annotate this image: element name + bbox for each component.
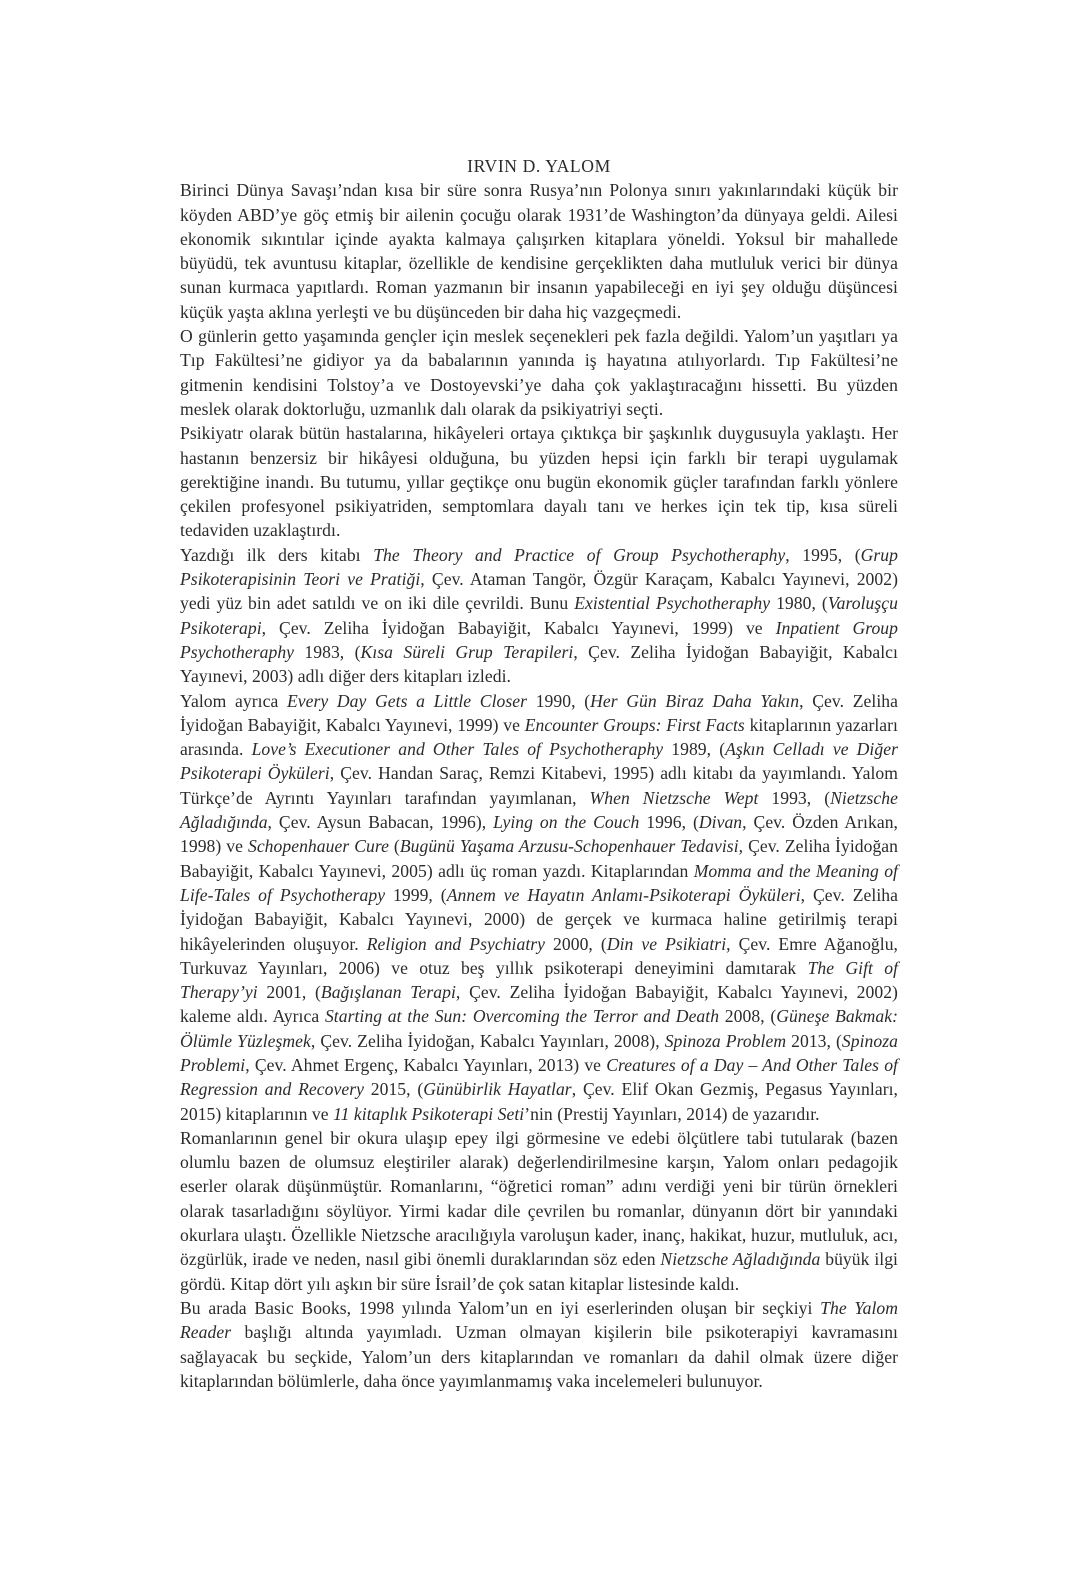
text-run: Psikiyatr olarak bütün hastalarına, hikâyeleri ortaya çıktıkça bir şaşkınlık duygusuyla yaklaştı. Her hastanın benzersiz bir hikâyesi olduğuna, bu yüzden hepsi için farklı bir terapi uygulamak gerektiğine inandı. Bu tutumu, yıllar geçtikçe onu bugün ekonomik güçler tarafından farklı yönlere çekilen profesyonel psikiyatriden, semptomlara dayalı tanı ve herkes için tek tip, kısa süreli tedaviden uzaklaştırdı. xyxy=(180,423,898,541)
paragraph xyxy=(180,543,898,689)
book-title-italic: Her Gün Biraz Daha Yakın xyxy=(590,690,800,711)
book-title-italic: Nietzsche Ağladığında xyxy=(180,787,898,833)
text-run: , Çev. Ahmet Ergenç, Kabalcı Yayınları, 2013) ve xyxy=(245,1054,607,1075)
text-run: Romanlarının genel bir okura ulaşıp epey ilgi görmesine ve edebi ölçütlere tabi tutularak (bazen olumlu bazen de olumsuz eleştiriler alarak) değerlendirilmesine karşın, Yalom onları pedagojik eserler olarak düşünmüştür. Romanlarını, “öğretici roman” adını verdiği yeni bir türün örnekleri olarak tasarladığını söylüyor. Yirmi kadar dile çevrilen bu romanlar, dünyanın dört bir yanındaki okurlara ulaştı. Özellikle Nietzsche aracılığıyla varoluşun kader, inanç, hakikat, huzur, mutluluk, acı, özgürlük, irade ve neden, nasıl gibi önemli duraklarından söz eden xyxy=(180,1127,898,1270)
book-title-italic: When Nietzsche Wept xyxy=(589,787,759,808)
paragraph xyxy=(180,1296,898,1393)
book-title-italic: Bağışlanan Terapi xyxy=(320,982,456,1003)
text-run: , 1995, ( xyxy=(785,544,861,565)
text-run: Bu arada Basic Books, 1998 yılında Yalom’un en iyi eserlerinden oluşan bir seçkiyi xyxy=(180,1297,821,1318)
paragraph xyxy=(180,178,898,324)
book-title-italic: Creatures of a Day – And Other Tales of Regression and Recovery xyxy=(180,1054,898,1100)
text-run: 1996, ( xyxy=(639,812,699,833)
book-title-italic: Inpatient Group Psychotheraphy xyxy=(180,617,898,662)
text-run: 2008, ( xyxy=(719,1006,777,1027)
book-title-italic: Encounter Groups: First Facts xyxy=(524,714,745,735)
book-title-italic: Love’s Executioner and Other Tales of Psychotheraphy xyxy=(251,739,664,760)
book-title-italic: Lying on the Couch xyxy=(493,812,640,833)
text-run: Yazdığı ilk ders kitabı xyxy=(180,544,374,565)
book-title-italic: Aşkın Celladı ve Diğer Psikoterapi Öyküleri xyxy=(180,739,898,784)
text-run: 2015, ( xyxy=(363,1079,424,1100)
book-title-italic: Spinoza Problemi xyxy=(180,1030,898,1075)
paragraph xyxy=(180,1126,898,1296)
text-run: , Çev. Zeliha İyidoğan Babayiğit, Kabalcı Yayınevi, 2002) kaleme aldı. Ayrıca xyxy=(180,982,898,1027)
text-run: O günlerin getto yaşamında gençler için meslek seçenekleri pek fazla değildi. Yalom’un yaşıtları ya Tıp Fakültesi’ne gidiyor ya da babalarının yanında iş hayatına atılıyorlardı. Tıp Fakültesi’ne gitmenin kendisini Tolstoy’a ve Dostoyevski’ye daha çok yaklaştıracağını hissetti. Bu yüzden meslek olarak doktorluğu, uzmanlık dalı olarak da psikiyatriyi seçti. xyxy=(180,326,898,419)
paragraph xyxy=(180,689,898,1126)
text-run: 1980, ( xyxy=(770,593,828,614)
text-run: 1989, ( xyxy=(663,739,726,760)
page-title: IRVIN D. YALOM xyxy=(467,156,611,176)
text-run: , Çev. Zeliha İyidoğan, Kabalcı Yayınları, 2008), xyxy=(310,1030,665,1051)
text-run: 1983, ( xyxy=(294,641,361,662)
text-run: , Çev. Zeliha İyidoğan Babayiğit, Kabalcı Yayınevi, 1999) ve xyxy=(180,690,898,735)
text-run: Çev. Zeliha İyidoğan Babayiğit, Kabalcı Yayınevi, 2005) adlı üç roman yazdı. Kitaplarından xyxy=(180,836,899,881)
book-title-italic: Bugünü Yaşama Arzusu-Schopenhauer Tedavisi, xyxy=(399,836,744,857)
text-run: 2000, ( xyxy=(545,933,607,954)
book-title-italic: Grup Psikoterapisinin Teori ve Pratiği, xyxy=(180,544,898,590)
book-title-italic: Divan xyxy=(698,812,743,833)
book-title-italic: Every Day Gets a Little Closer xyxy=(286,690,528,711)
text-run: kitaplarının yazarları arasında. xyxy=(180,714,898,760)
text-run: , Çev. Zeliha İyidoğan Babayiğit, Kabalcı Yayınevi, 2000) de gerçek ve kurmaca haline getirilmiş terapi hikâyelerinden oluşuyor. xyxy=(180,884,898,954)
book-title-italic: Güneşe Bakmak: Ölümle Yüzleşmek xyxy=(180,1006,898,1051)
book-title-italic: Spinoza Problem xyxy=(664,1030,787,1051)
text-run: 1990, ( xyxy=(527,690,591,711)
book-title-italic: Nietzsche Ağladığında xyxy=(660,1249,821,1270)
biography-body xyxy=(180,178,898,1393)
text-run: , Çev. Zeliha İyidoğan Babayiğit, Kabalcı Yayınevi, 1999) ve xyxy=(261,617,776,638)
book-title-italic: Schopenhauer Cure xyxy=(247,836,389,857)
text-run: , Çev. Emre Ağanoğlu, Turkuvaz Yayınları, 2006) ve otuz beş yıllık psikoterapi deneyimini damıtarak xyxy=(180,933,898,978)
book-title-italic: Günübirlik Hayatlar xyxy=(423,1079,572,1100)
book-title-italic: 11 kitaplık Psikoterapi Seti xyxy=(333,1103,525,1124)
text-run: başlığı altında yayımladı. Uzman olmayan kişilerin bile psikoterapiyi kavramasını sağlayacak bu seçkide, Yalom’un ders kitaplarından ve romanları da dahil olmak üzere diğer kitaplarından bölümlerle, daha önce yayımlanmamış vaka incelemeleri bulunuyor. xyxy=(180,1322,898,1391)
book-title-italic: Din ve Psikiatri xyxy=(606,933,727,954)
biography-text xyxy=(180,154,898,1393)
book-title-italic: Momma and the Meaning of Life-Tales of Psychotherapy xyxy=(180,860,898,905)
text-run: ’nin (Prestij Yayınları, 2014) de yazarıdır. xyxy=(524,1103,820,1124)
book-title-italic: Existential Psychotheraphy xyxy=(574,593,771,614)
text-run: ( xyxy=(388,836,400,857)
book-title-italic: The Yalom Reader xyxy=(180,1297,898,1343)
text-run: Yalom ayrıca xyxy=(180,690,287,711)
text-run: 1999, ( xyxy=(385,884,447,905)
paragraph xyxy=(180,421,898,542)
text-run: Çev. Ataman Tangör, Özgür Karaçam, Kabalcı Yayınevi, 2002) yedi yüz bin adet satıldı ve on iki dile çevrildi. Bunu xyxy=(180,569,898,614)
text-run: , Çev. Handan Saraç, Remzi Kitabevi, 1995) adlı kitabı da yayımlandı. Yalom Türkçe’de Ayrıntı Yayınları tarafından yayımlanan, xyxy=(180,763,898,808)
text-run: 1993, ( xyxy=(758,787,831,808)
book-title-italic: Starting at the Sun: Overcoming the Terror and Death xyxy=(324,1006,720,1027)
book-title-italic: Varoluşçu Psikoterapi xyxy=(180,593,898,638)
text-run: , Çev. Özden Arıkan, 1998) ve xyxy=(180,812,898,857)
book-title-italic: The Theory and Practice of Group Psychotheraphy xyxy=(373,544,786,565)
text-run: , Çev. Elif Okan Gezmiş, Pegasus Yayınları, 2015) kitaplarının ve xyxy=(180,1079,898,1124)
text-run: , Çev. Aysun Babacan, 1996), xyxy=(267,812,494,833)
book-title-italic: Annem ve Hayatın Anlamı-Psikoterapi Öyküleri xyxy=(446,884,801,905)
text-run: , Çev. Zeliha İyidoğan Babayiğit, Kabalcı Yayınevi, 2003) adlı diğer ders kitapları izledi. xyxy=(180,641,898,687)
text-run: büyük ilgi gördü. Kitap dört yılı aşkın bir süre İsrail’de çok satan kitaplar listesinde kaldı. xyxy=(180,1249,898,1294)
text-run: Birinci Dünya Savaşı’ndan kısa bir süre sonra Rusya’nın Polonya sınırı yakınlarındaki küçük bir köyden ABD’ye göç etmiş bir ailenin çocuğu olarak 1931’de Washington’da dünyaya geldi. Ailesi ekonomik sıkıntılar içinde ayakta kalmaya çalışırken kitaplara yöneldi. Yoksul bir mahallede büyüdü, tek avuntusu kitaplar, özellikle de kendisine gerçeklikten daha mutluluk verici bir dünya sunan kurmaca yapıtlardı. Roman yazmanın bir insanın yapabileceği en iyi şey olduğu düşüncesi küçük yaşta aklına yerleşti ve bu düşünceden bir daha hiç vazgeçmedi. xyxy=(180,180,898,322)
book-title-italic: Kısa Süreli Grup Terapileri xyxy=(360,641,574,662)
text-run: 2001, ( xyxy=(257,982,321,1003)
text-run: 2013, ( xyxy=(786,1030,842,1051)
book-title-italic: The Gift of Therapy’yi xyxy=(180,957,899,1003)
paragraph xyxy=(180,324,898,421)
book-title-italic: Religion and Psychiatry xyxy=(366,933,546,954)
